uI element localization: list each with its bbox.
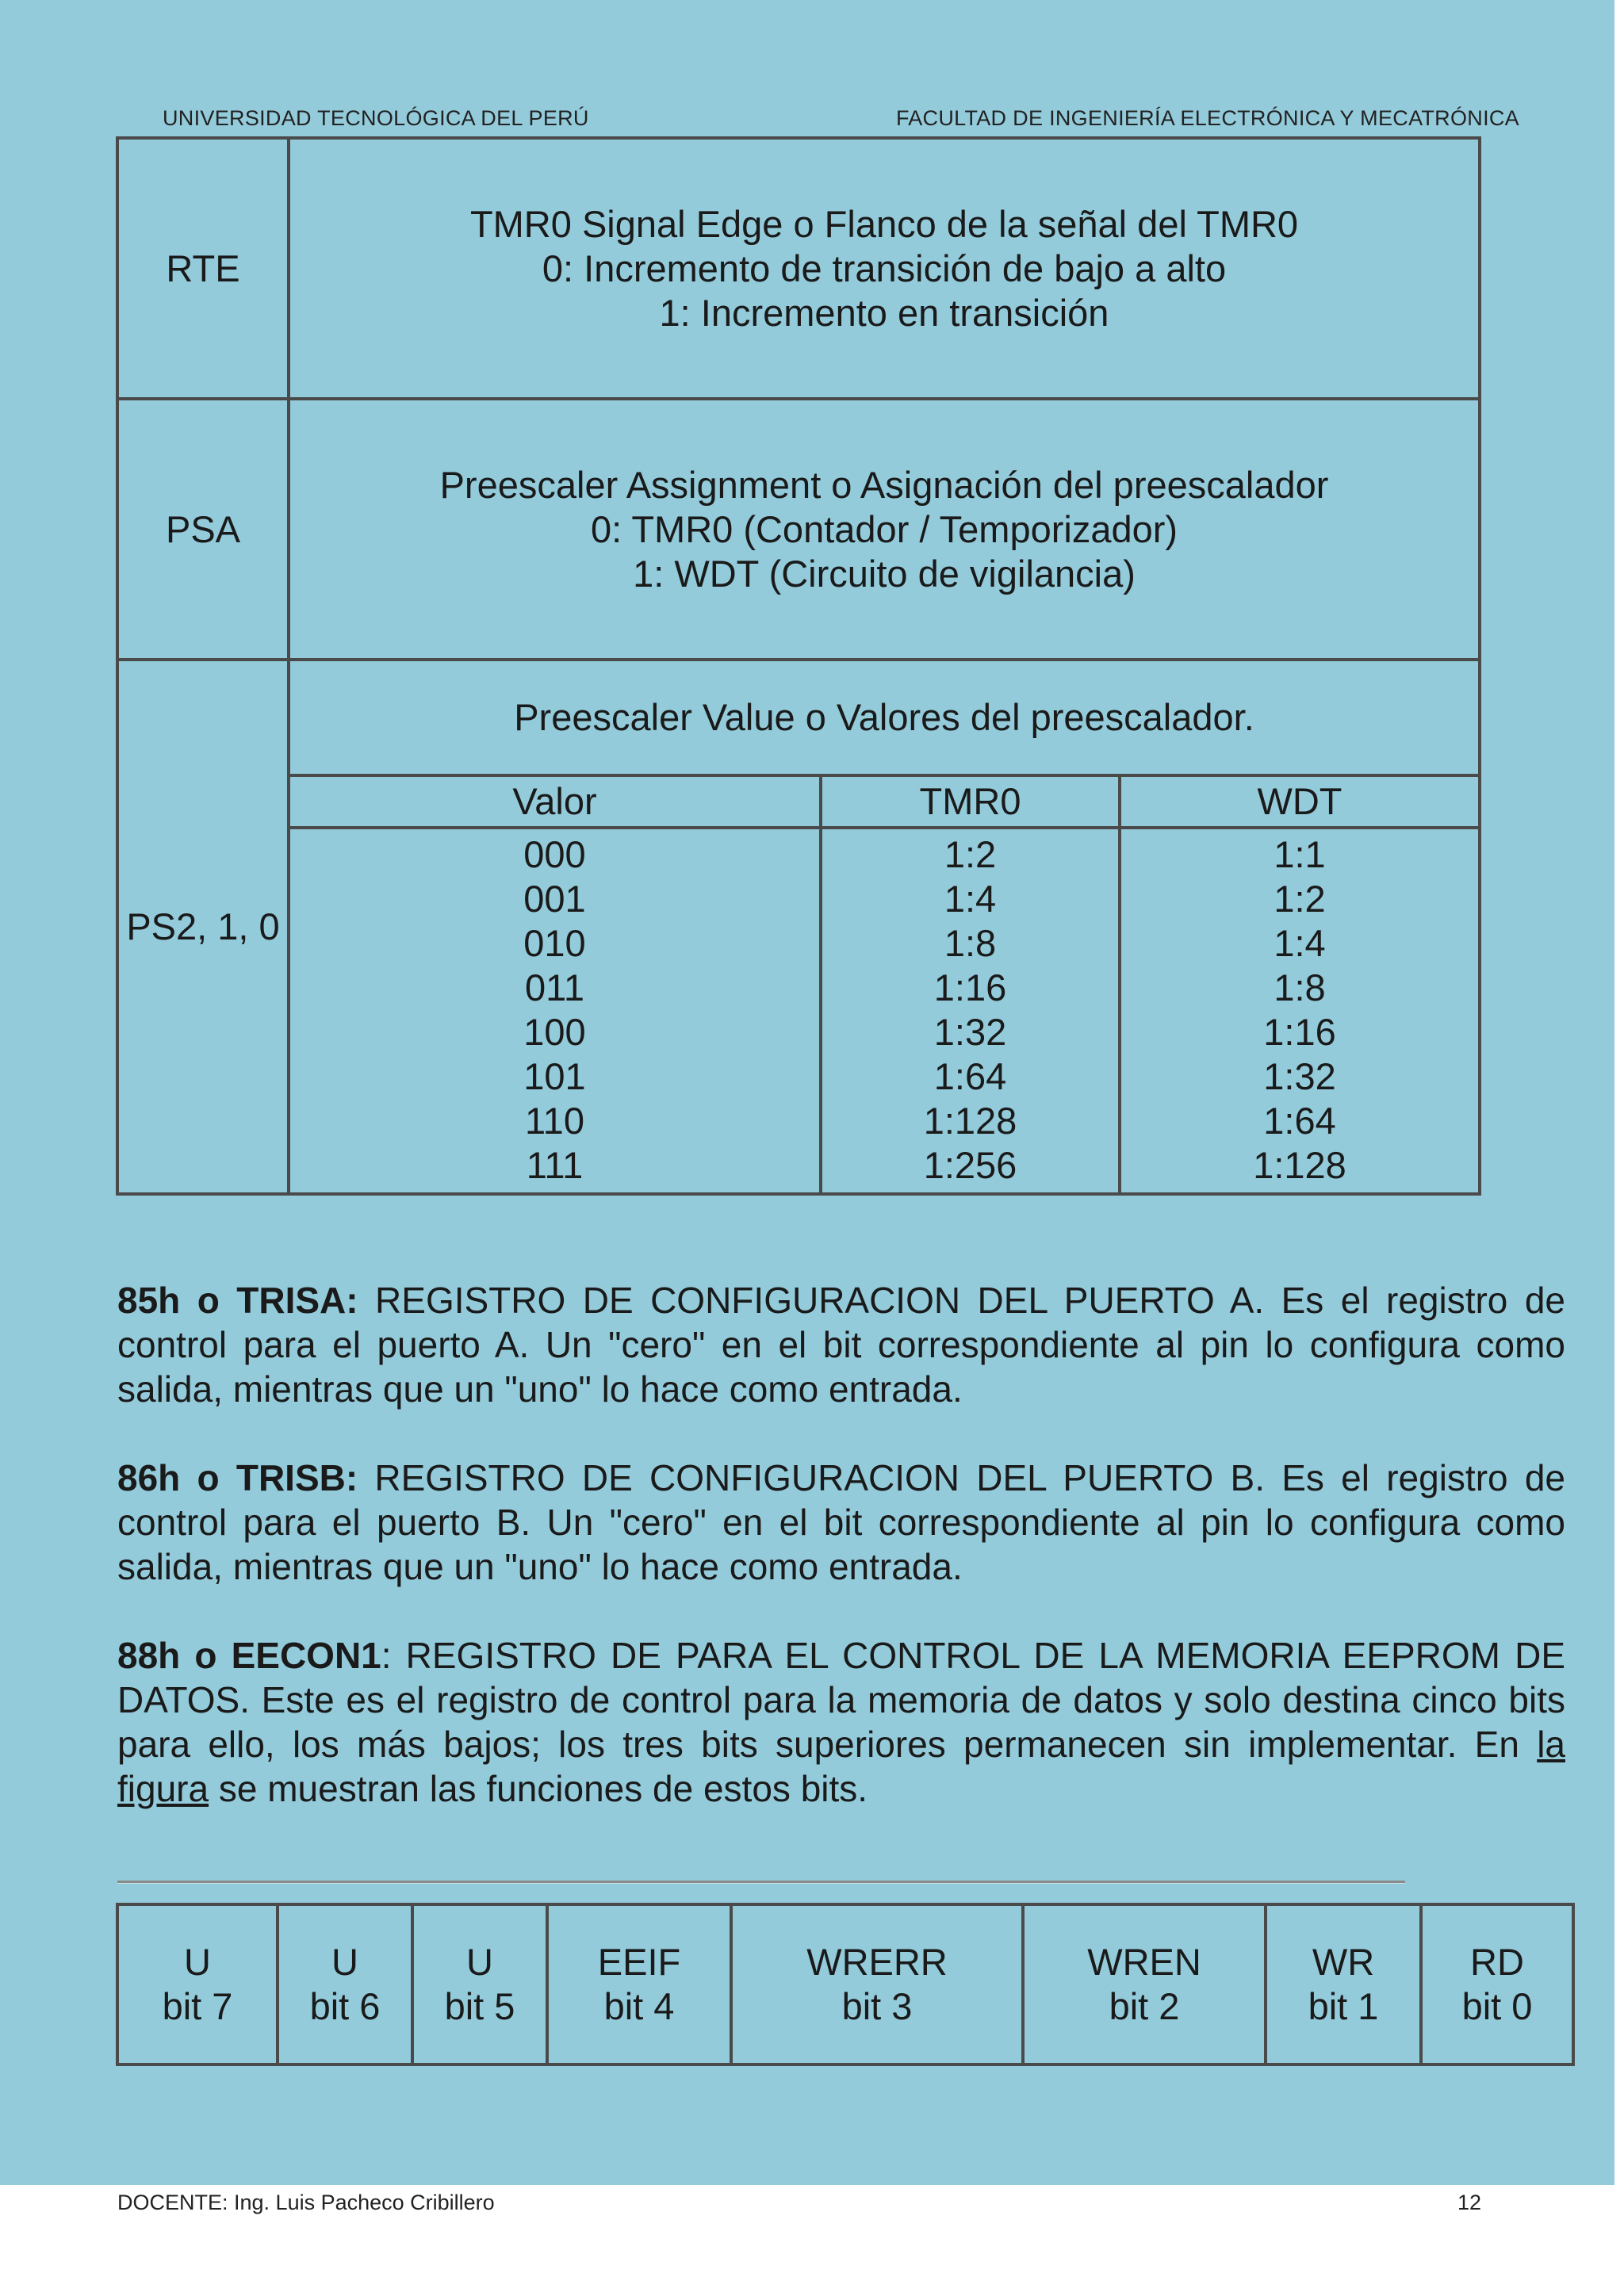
wdt-cell: 1:1 [1274, 833, 1326, 875]
bit-number: bit 6 [309, 1985, 381, 2027]
psa-line: Preescaler Assignment o Asignación del preescalador [439, 463, 1329, 506]
valor-cell: 001 [523, 878, 586, 920]
psa-line: 0: TMR0 (Contador / Temporizador) [590, 507, 1178, 550]
bit-cell-7 [117, 1904, 278, 2064]
bit-name: WREN [1087, 1941, 1201, 1983]
valor-cell: 010 [523, 922, 586, 964]
option-register-table [116, 136, 1481, 1196]
bit-cell-0 [1421, 1904, 1573, 2064]
footer-instructor: DOCENTE: Ing. Luis Pacheco Cribillero [117, 2191, 495, 2214]
paragraph-text: REGISTRO DE CONFIGURACION DEL PUERTO A. Es el registro de control para el puerto A. Un "cero" en el bit correspondiente al pin lo configura como salida, mientras que un "uno" lo hace como entrada. [117, 1280, 1566, 1410]
wdt-cell: 1:16 [1263, 1011, 1336, 1053]
wdt-cell: 1:32 [1263, 1055, 1336, 1097]
page-number: 12 [1457, 2191, 1482, 2214]
cell-ps-desc [289, 660, 1480, 1194]
bit-number: bit 0 [1461, 1985, 1533, 2027]
register-label-trisb: 86h o TRISB: [117, 1457, 358, 1498]
valor-cell: 111 [526, 1144, 584, 1186]
tmr0-cell: 1:4 [944, 878, 997, 920]
cell-rte-name: RTE [117, 138, 289, 399]
rte-line: 0: Incremento de transición de bajo a alto [542, 247, 1227, 289]
bit-name: EEIF [597, 1941, 681, 1983]
wdt-column [1120, 828, 1478, 1192]
header-university: UNIVERSIDAD TECNOLÓGICA DEL PERÚ [163, 106, 589, 130]
eecon1-bit-table [116, 1903, 1575, 2066]
valor-cell: 110 [525, 1100, 584, 1142]
bit-number: bit 1 [1308, 1985, 1379, 2027]
column-header-valor: Valor [290, 775, 821, 828]
wdt-cell: 1:2 [1274, 878, 1326, 920]
cell-rte-desc [289, 138, 1480, 399]
valor-cell: 011 [525, 966, 584, 1008]
tmr0-column [821, 828, 1120, 1192]
bit-cell-5 [412, 1904, 547, 2064]
register-label-trisa: 85h o TRISA: [117, 1280, 358, 1321]
bit-number: bit 4 [603, 1985, 675, 2027]
column-header-wdt: WDT [1120, 775, 1478, 828]
tmr0-cell: 1:32 [933, 1011, 1007, 1053]
bit-cell-3 [731, 1904, 1023, 2064]
valor-cell: 101 [523, 1055, 586, 1097]
valor-column [290, 828, 821, 1192]
bit-name: RD [1470, 1941, 1524, 1983]
bit-number: bit 7 [162, 1985, 233, 2027]
bit-number: bit 5 [444, 1985, 515, 2027]
rte-line: TMR0 Signal Edge o Flanco de la señal del TMR0 [469, 202, 1299, 245]
cell-psa-name: PSA [117, 399, 289, 660]
psa-line: 1: WDT (Circuito de vigilancia) [633, 552, 1136, 595]
paragraph-trisb [117, 1456, 1565, 1589]
bit-number: bit 2 [1109, 1985, 1180, 2027]
paragraph-eecon1 [117, 1633, 1565, 1811]
valor-cell: 000 [523, 833, 586, 875]
wdt-cell: 1:8 [1274, 966, 1326, 1008]
bit-cell-4 [547, 1904, 731, 2064]
cell-psa-desc [289, 399, 1480, 660]
tmr0-cell: 1:128 [923, 1100, 1017, 1142]
bit-name: WR [1312, 1941, 1375, 1983]
tmr0-cell: 1:16 [933, 966, 1007, 1008]
bit-name: U [331, 1941, 358, 1983]
column-header-tmr0: TMR0 [821, 775, 1120, 828]
bit-name: U [466, 1941, 493, 1983]
tmr0-cell: 1:64 [933, 1055, 1007, 1097]
valor-cell: 100 [523, 1011, 586, 1053]
rte-line: 1: Incremento en transición [659, 291, 1109, 334]
paragraph-text: REGISTRO DE CONFIGURACION DEL PUERTO B. Es el registro de control para el puerto B. Un "cero" en el bit correspondiente al pin lo configura como salida, mientras que un "uno" lo hace como entrada. [117, 1457, 1565, 1587]
prescaler-value-table [290, 661, 1478, 1192]
separator-line [117, 1881, 1405, 1884]
tmr0-cell: 1:2 [944, 833, 997, 875]
cell-ps-name: PS2, 1, 0 [117, 660, 289, 1194]
tmr0-cell: 1:256 [923, 1144, 1017, 1186]
wdt-cell: 1:4 [1274, 922, 1326, 964]
tmr0-cell: 1:8 [944, 922, 997, 964]
wdt-cell: 1:128 [1253, 1144, 1346, 1186]
bit-cell-6 [278, 1904, 412, 2064]
bit-name: U [184, 1941, 211, 1983]
table-row-rte [117, 138, 1480, 399]
table-row-psa [117, 399, 1480, 660]
bit-cell-2 [1023, 1904, 1266, 2064]
wdt-cell: 1:64 [1263, 1100, 1336, 1142]
table-row-ps [117, 660, 1480, 1194]
register-label-eecon1: 88h o EECON1 [117, 1635, 381, 1676]
paragraph-text: : REGISTRO DE PARA EL CONTROL DE LA MEMORIA EEPROM DE DATOS. Este es el registro de control para la memoria de datos y solo destina cinco bits para ello, los más bajos; los tres bits superiores permanecen sin implementar. En [117, 1635, 1565, 1765]
paragraph-text: se muestran las funciones de estos bits. [209, 1768, 868, 1809]
prescaler-title: Preescaler Value o Valores del preescalador. [290, 661, 1478, 775]
bit-name: WRERR [806, 1941, 948, 1983]
header-faculty: FACULTAD DE INGENIERÍA ELECTRÓNICA Y MECATRÓNICA [895, 106, 1519, 130]
figure-link[interactable]: la figura [117, 1724, 1565, 1809]
bit-number: bit 3 [841, 1985, 913, 2027]
bit-cell-1 [1266, 1904, 1421, 2064]
paragraph-trisa [117, 1278, 1565, 1411]
